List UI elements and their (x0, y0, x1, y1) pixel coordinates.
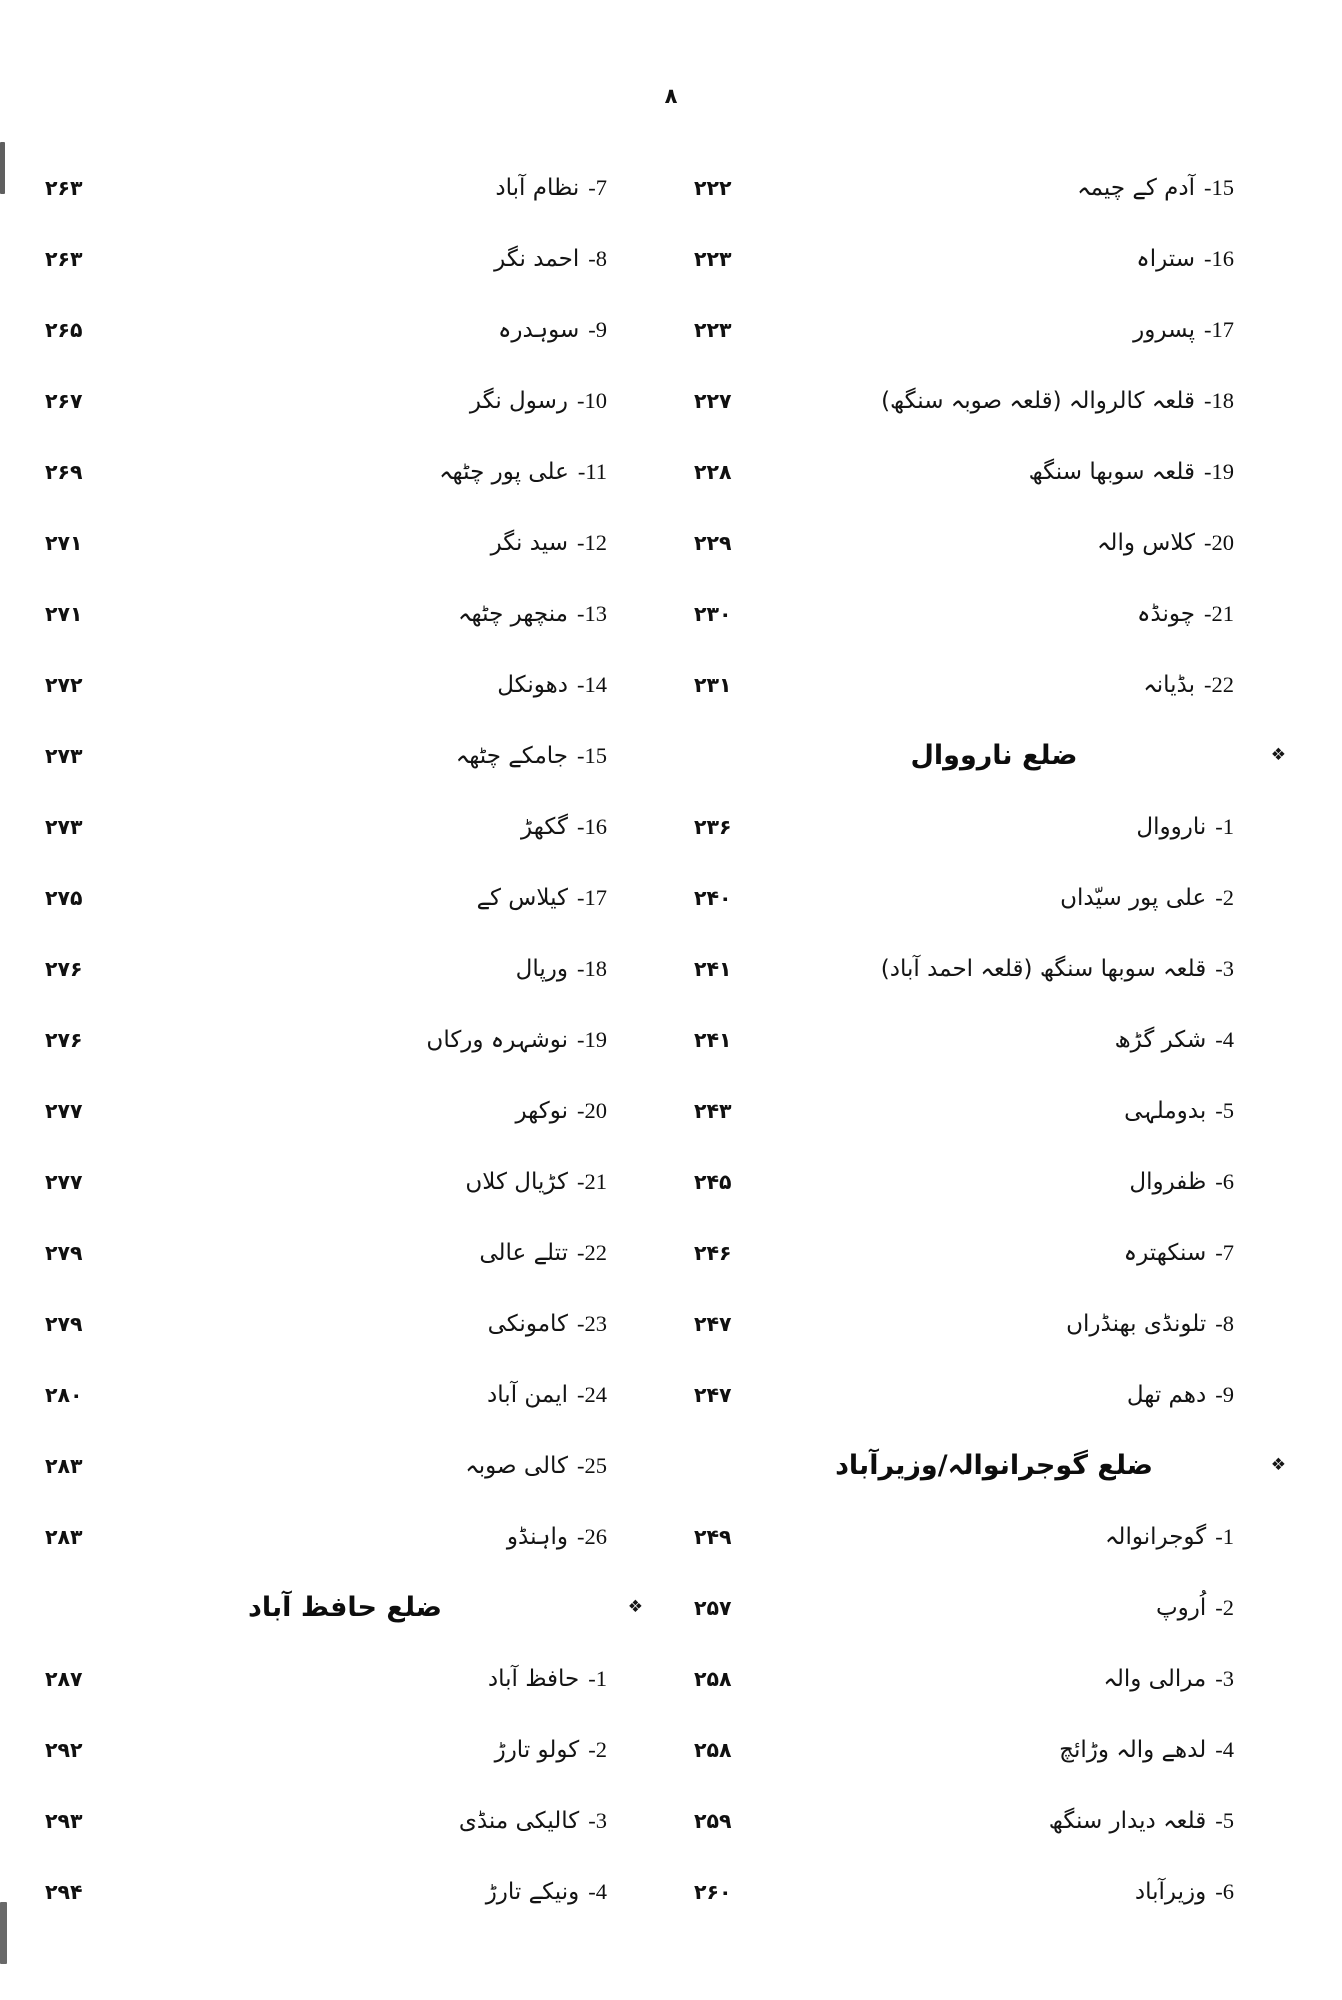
toc-entry-page-number: ۲۸۳ (45, 1524, 83, 1549)
toc-entry-page-number: ۲۴۱ (694, 956, 732, 981)
toc-entry (694, 507, 1294, 578)
toc-entry-page-number: ۲۲۸ (694, 459, 732, 484)
toc-entry-page-number: ۲۷۶ (45, 1027, 83, 1052)
toc-entry-label (1059, 1737, 1234, 1763)
toc-entry-label (488, 1311, 607, 1337)
toc-entry-number: 1- (588, 1665, 607, 1691)
toc-entry (694, 791, 1294, 862)
toc-entry-page-number: ۲۵۷ (694, 1595, 732, 1620)
toc-entry-number: 7- (588, 174, 607, 200)
toc-entry-town-name: کامونکی (487, 1310, 568, 1337)
toc-entry-town-name: ونیکے تارڑ (485, 1878, 580, 1905)
toc-entry-town-name: ایمن آباد (487, 1381, 568, 1408)
scan-artifact (0, 1902, 7, 1964)
toc-entry-town-name: سوہدرہ (497, 316, 580, 343)
toc-entry-number: 14- (577, 671, 607, 697)
toc-entry (45, 436, 645, 507)
toc-entry-town-name: بدوملہی (1124, 1097, 1207, 1124)
toc-entry-town-name: نوشہرہ ورکاں (426, 1026, 568, 1053)
toc-entry-town-name: بڈیانہ (1143, 671, 1195, 698)
toc-entry-label (439, 459, 607, 485)
toc-entry-label (1136, 246, 1234, 272)
toc-entry-town-name: نارووال (1136, 813, 1207, 840)
toc-entry-label (470, 388, 607, 414)
toc-entry-page-number: ۲۶۳ (45, 246, 83, 271)
toc-entry-number: 15- (577, 742, 607, 768)
toc-entry-number: 11- (577, 458, 607, 484)
toc-entry-page-number: ۲۳۱ (694, 672, 732, 697)
toc-entry-number: 21- (1204, 600, 1234, 626)
toc-entry-town-name: منچھر چٹھہ (458, 600, 568, 627)
toc-entry-town-name: احمد نگر (494, 245, 580, 272)
toc-entry (45, 1501, 645, 1572)
toc-entry-page-number: ۲۳۶ (694, 814, 732, 839)
toc-entry (45, 1217, 645, 1288)
toc-entry-page-number: ۲۴۵ (694, 1169, 732, 1194)
toc-entry-label (881, 956, 1234, 982)
diamond-bullet-icon: ❖ (627, 1596, 643, 1617)
toc-entry-number: 19- (577, 1026, 607, 1052)
toc-entry-label (465, 1169, 607, 1195)
toc-entry-number: 1- (1215, 813, 1234, 839)
toc-entry-town-name: اُروپ (1155, 1594, 1207, 1621)
toc-entry-town-name: وزیرآباد (1134, 1878, 1207, 1905)
toc-entry-town-name: تلونڈی بھنڈراں (1066, 1310, 1207, 1337)
toc-entry-label (479, 1240, 607, 1266)
toc-entry-number: 8- (588, 245, 607, 271)
toc-entry-page-number: ۲۷۷ (45, 1098, 83, 1123)
toc-entry (45, 1714, 645, 1785)
toc-entry-page-number: ۲۲۷ (694, 388, 732, 413)
toc-entry-number: 2- (1215, 884, 1234, 910)
toc-entry-number: 19- (1204, 458, 1234, 484)
toc-entry (694, 1004, 1294, 1075)
toc-entry (45, 223, 645, 294)
toc-entry-town-name: قلعہ سوبھا سنگھ (1028, 458, 1195, 485)
toc-entry-town-name: قلعہ کالروالہ (قلعہ صوبہ سنگھ) (881, 387, 1195, 414)
toc-entry (694, 294, 1294, 365)
toc-entry-page-number: ۲۶۳ (45, 175, 83, 200)
toc-entry-label (1135, 1879, 1234, 1905)
toc-entry (694, 365, 1294, 436)
toc-entry-page-number: ۲۷۱ (45, 530, 83, 555)
toc-entry-page-number: ۲۴۶ (694, 1240, 732, 1265)
toc-entry-town-name: لدھے والہ وڑائچ (1059, 1736, 1207, 1763)
toc-entry-number: 3- (1215, 955, 1234, 981)
toc-entry-number: 1- (1215, 1523, 1234, 1549)
toc-entry-number: 6- (1215, 1878, 1234, 1904)
toc-entry-page-number: ۲۷۹ (45, 1311, 83, 1336)
toc-entry (45, 862, 645, 933)
toc-entry-page-number: ۲۵۹ (694, 1808, 732, 1833)
toc-entry-page-number: ۲۲۳ (694, 246, 732, 271)
toc-entry-page-number: ۲۲۲ (694, 175, 732, 200)
toc-entry (694, 578, 1294, 649)
toc-entry (694, 1572, 1294, 1643)
toc-entry-town-name: دھم تھل (1126, 1381, 1207, 1408)
toc-entry (45, 933, 645, 1004)
toc-entry-number: 9- (588, 316, 607, 342)
toc-entry (45, 578, 645, 649)
toc-entry-label (1143, 672, 1234, 698)
toc-entry-town-name: کیلاس کے (476, 884, 568, 911)
toc-entry-number: 24- (577, 1381, 607, 1407)
toc-entry-label (521, 814, 607, 840)
toc-entry-town-name: کلاس والہ (1096, 529, 1195, 556)
toc-entry-page-number: ۲۵۸ (694, 1666, 732, 1691)
toc-entry-label (1156, 1595, 1234, 1621)
toc-entry-label (495, 1737, 607, 1763)
toc-entry (45, 1146, 645, 1217)
toc-entry-number: 2- (1215, 1594, 1234, 1620)
toc-entry-page-number: ۲۷۶ (45, 956, 83, 981)
toc-entry-town-name: شکر گڑھ (1114, 1026, 1207, 1053)
district-title: ضلع نارووال (910, 740, 1078, 771)
toc-entry-number: 18- (1204, 387, 1234, 413)
toc-entry (694, 1501, 1294, 1572)
toc-entry-town-name: کالی صوبہ (465, 1452, 568, 1479)
toc-entry (694, 649, 1294, 720)
toc-entry-number: 26- (577, 1523, 607, 1549)
toc-entry-town-name: کڑیال کلاں (465, 1168, 568, 1195)
toc-entry (694, 223, 1294, 294)
toc-entry-label (1066, 1311, 1234, 1337)
toc-entry-town-name: سید نگر (490, 529, 568, 556)
toc-columns (45, 152, 1294, 1927)
toc-entry-label (477, 885, 607, 911)
toc-entry-number: 16- (577, 813, 607, 839)
toc-entry-number: 17- (1204, 316, 1234, 342)
toc-entry-page-number: ۲۷۹ (45, 1240, 83, 1265)
district-title: ضلع حافظ آباد (248, 1592, 442, 1623)
toc-column-right (694, 152, 1294, 1927)
toc-entry (694, 152, 1294, 223)
toc-entry-town-name: گکھڑ (521, 813, 568, 840)
toc-entry-label (497, 672, 607, 698)
toc-entry-number: 12- (577, 529, 607, 555)
toc-entry-page-number: ۲۷۱ (45, 601, 83, 626)
toc-entry (694, 1714, 1294, 1785)
toc-entry (694, 1785, 1294, 1856)
toc-entry-page-number: ۲۹۴ (45, 1879, 83, 1904)
toc-entry-town-name: علی پور سیّداں (1060, 884, 1207, 911)
toc-entry-label (515, 1098, 607, 1124)
toc-entry-number: 17- (577, 884, 607, 910)
toc-entry-label (465, 1453, 607, 1479)
toc-entry-label (1124, 1240, 1234, 1266)
toc-entry-label (516, 956, 607, 982)
toc-entry-page-number: ۲۶۰ (694, 1879, 732, 1904)
toc-entry-town-name: نوکھر (515, 1097, 568, 1124)
toc-entry-number: 13- (577, 600, 607, 626)
toc-entry (45, 1785, 645, 1856)
district-title: ضلع گوجرانوالہ/وزیرآباد (835, 1450, 1153, 1481)
toc-entry (45, 1856, 645, 1927)
toc-entry-page-number: ۲۴۱ (694, 1027, 732, 1052)
toc-entry-page-number: ۲۷۲ (45, 672, 83, 697)
toc-entry-page-number: ۲۳۰ (694, 601, 732, 626)
toc-entry-label (1097, 530, 1234, 556)
toc-entry-page-number: ۲۷۳ (45, 814, 83, 839)
page-number: ۸ (664, 84, 678, 108)
toc-entry (694, 1359, 1294, 1430)
toc-entry-page-number: ۲۲۳ (694, 317, 732, 342)
toc-entry-label (1133, 317, 1234, 343)
toc-entry-label (1060, 885, 1234, 911)
toc-entry-town-name: چونڈہ (1136, 600, 1195, 627)
toc-entry-page-number: ۲۴۰ (694, 885, 732, 910)
toc-entry-number: 21- (577, 1168, 607, 1194)
toc-entry-number: 20- (577, 1097, 607, 1123)
toc-entry-number: 22- (577, 1239, 607, 1265)
toc-entry-label (491, 530, 607, 556)
toc-entry-number: 3- (1215, 1665, 1234, 1691)
toc-entry-number: 23- (577, 1310, 607, 1336)
toc-entry-label (486, 1879, 607, 1905)
toc-entry-label (1124, 1098, 1234, 1124)
toc-entry-number: 4- (1215, 1736, 1234, 1762)
toc-entry-town-name: ستراہ (1136, 245, 1195, 272)
toc-entry-label (1049, 1808, 1234, 1834)
toc-entry-label (498, 317, 607, 343)
toc-entry-town-name: کولو تارڑ (494, 1736, 580, 1763)
toc-entry-label (1127, 1382, 1234, 1408)
toc-entry-town-name: جامکے چٹھہ (455, 742, 568, 769)
toc-entry-page-number: ۲۵۸ (694, 1737, 732, 1762)
toc-entry-page-number: ۲۹۳ (45, 1808, 83, 1833)
toc-entry-page-number: ۲۷۷ (45, 1169, 83, 1194)
toc-entry-label (426, 1027, 607, 1053)
toc-entry-town-name: قلعہ سوبھا سنگھ (قلعہ احمد آباد) (880, 955, 1207, 982)
toc-entry-number: 4- (1215, 1026, 1234, 1052)
toc-entry (694, 1643, 1294, 1714)
toc-entry (45, 507, 645, 578)
toc-entry-town-name: واہنڈو (506, 1523, 568, 1550)
toc-entry-label (1129, 1169, 1234, 1195)
toc-entry-town-name: ظفروال (1129, 1168, 1207, 1195)
toc-entry (45, 294, 645, 365)
toc-entry-label (456, 743, 607, 769)
toc-entry-town-name: حافظ آباد (487, 1665, 580, 1692)
toc-entry-page-number: ۲۴۳ (694, 1098, 732, 1123)
toc-entry-number: 5- (1215, 1807, 1234, 1833)
toc-entry-number: 2- (588, 1736, 607, 1762)
toc-entry (45, 1004, 645, 1075)
toc-entry-label (1136, 814, 1234, 840)
toc-entry-label (487, 1382, 607, 1408)
district-section-header (45, 1572, 645, 1643)
toc-entry-page-number: ۲۸۳ (45, 1453, 83, 1478)
toc-entry-label (1115, 1027, 1234, 1053)
toc-entry (45, 720, 645, 791)
toc-entry (694, 933, 1294, 1004)
toc-entry (694, 1217, 1294, 1288)
toc-entry-number: 9- (1215, 1381, 1234, 1407)
toc-entry (45, 1430, 645, 1501)
toc-entry (45, 365, 645, 436)
toc-entry-page-number: ۲۶۷ (45, 388, 83, 413)
toc-entry-number: 22- (1204, 671, 1234, 697)
toc-entry (45, 791, 645, 862)
toc-entry-number: 4- (588, 1878, 607, 1904)
toc-entry (694, 1146, 1294, 1217)
district-section-header (694, 1430, 1294, 1501)
toc-entry-page-number: ۲۴۹ (694, 1524, 732, 1549)
toc-entry-number: 10- (577, 387, 607, 413)
toc-entry-label (1077, 175, 1234, 201)
diamond-bullet-icon: ❖ (1270, 744, 1286, 765)
toc-entry-number: 3- (588, 1807, 607, 1833)
toc-entry-label (1103, 1666, 1234, 1692)
toc-column-left (45, 152, 645, 1927)
toc-entry-number: 5- (1215, 1097, 1234, 1123)
toc-entry-number: 25- (577, 1452, 607, 1478)
toc-entry-number: 18- (577, 955, 607, 981)
toc-entry (694, 436, 1294, 507)
toc-entry-town-name: سنکھترہ (1123, 1239, 1207, 1266)
toc-entry-page-number: ۲۹۲ (45, 1737, 83, 1762)
toc-entry (45, 152, 645, 223)
toc-entry-town-name: آدم کے چیمہ (1077, 174, 1195, 201)
toc-entry (694, 1288, 1294, 1359)
toc-entry-label (488, 1666, 607, 1692)
toc-entry-number: 8- (1215, 1310, 1234, 1336)
toc-entry-page-number: ۲۴۷ (694, 1311, 732, 1336)
toc-entry (45, 649, 645, 720)
toc-entry-town-name: علی پور چٹھہ (439, 458, 569, 485)
toc-entry-page-number: ۲۸۷ (45, 1666, 83, 1691)
toc-entry-number: 15- (1204, 174, 1234, 200)
district-section-header (694, 720, 1294, 791)
toc-entry-label (458, 601, 607, 627)
toc-entry-town-name: کالیکی منڈی (458, 1807, 580, 1834)
toc-entry-label (495, 175, 607, 201)
toc-entry (45, 1288, 645, 1359)
toc-entry-label (507, 1524, 607, 1550)
toc-entry-town-name: نظام آباد (495, 174, 580, 201)
toc-entry (45, 1359, 645, 1430)
toc-entry-number: 6- (1215, 1168, 1234, 1194)
toc-entry-page-number: ۲۲۹ (694, 530, 732, 555)
toc-entry-page-number: ۲۴۷ (694, 1382, 732, 1407)
toc-entry-town-name: دھونکل (497, 671, 568, 698)
toc-entry-town-name: گوجرانوالہ (1104, 1523, 1207, 1550)
toc-entry (694, 1856, 1294, 1927)
toc-entry-town-name: قلعہ دیدار سنگھ (1048, 1807, 1207, 1834)
toc-entry-page-number: ۲۶۹ (45, 459, 83, 484)
toc-entry (45, 1643, 645, 1714)
toc-entry (694, 862, 1294, 933)
toc-entry-town-name: ورپال (515, 955, 568, 982)
toc-entry-number: 20- (1204, 529, 1234, 555)
toc-entry-number: 16- (1204, 245, 1234, 271)
toc-entry-town-name: پسرور (1133, 316, 1195, 343)
toc-entry-page-number: ۲۶۵ (45, 317, 83, 342)
diamond-bullet-icon: ❖ (1270, 1454, 1286, 1475)
toc-entry-page-number: ۲۷۳ (45, 743, 83, 768)
toc-entry-label (1137, 601, 1234, 627)
toc-entry (45, 1075, 645, 1146)
toc-entry-town-name: مرالی والہ (1103, 1665, 1207, 1692)
toc-entry-page-number: ۲۸۰ (45, 1382, 83, 1407)
scan-artifact (0, 142, 5, 194)
toc-entry-label (881, 388, 1234, 414)
toc-entry-label (1029, 459, 1234, 485)
toc-entry-number: 7- (1215, 1239, 1234, 1265)
toc-entry (694, 1075, 1294, 1146)
toc-entry-label (494, 246, 607, 272)
toc-entry-town-name: رسول نگر (469, 387, 568, 414)
toc-entry-label (459, 1808, 607, 1834)
toc-entry-town-name: تتلے عالی (479, 1239, 568, 1266)
toc-entry-label (1105, 1524, 1234, 1550)
toc-entry-page-number: ۲۷۵ (45, 885, 83, 910)
